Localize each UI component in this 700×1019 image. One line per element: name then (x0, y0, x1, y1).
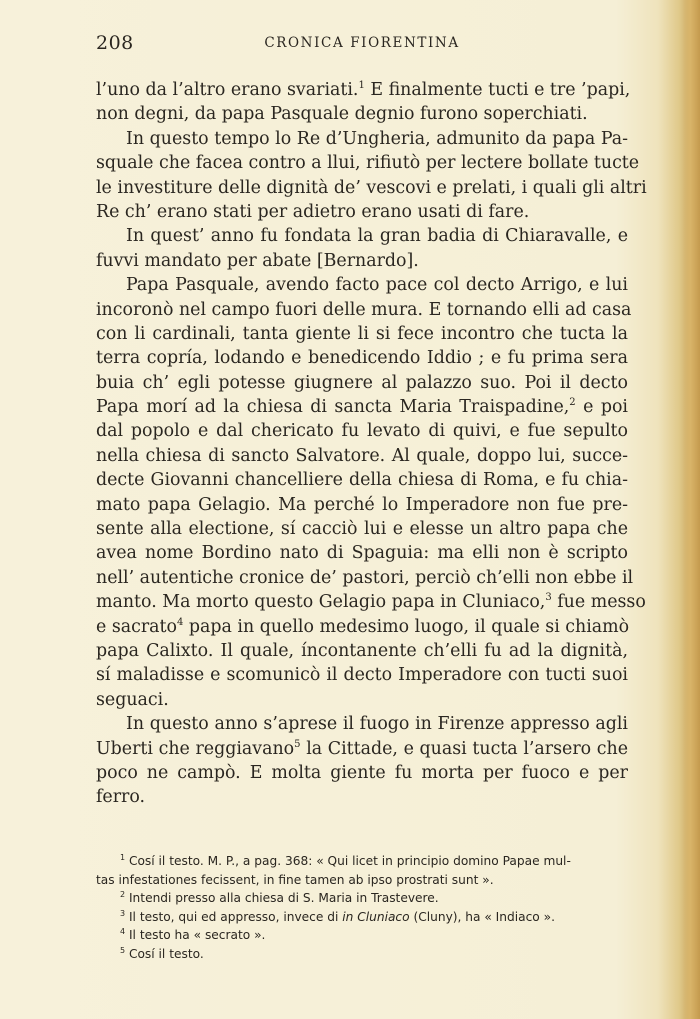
text-line (96, 493, 628, 517)
text-run: E finalmente tucti e tre ’papi, (364, 80, 631, 100)
text-line (96, 395, 628, 419)
footnote-text: Il testo ha « secrato ». (125, 928, 266, 943)
text-run: Uberti che reggiavano (96, 738, 295, 759)
text-line (96, 761, 628, 785)
text-run: incoronò nel campo fuori delle mura. E tornando elli ad casa (96, 299, 632, 320)
text-line (96, 224, 628, 248)
text-run: poco ne campò. E molta giente fu morta per fuoco e per (96, 762, 628, 783)
footnote-line (96, 852, 628, 871)
text-run: manto. Ma morto questo Gelagio papa in Cluniaco, (96, 592, 546, 613)
footnote-line (96, 871, 628, 890)
footnote-number: 5 (120, 945, 126, 955)
text-line (96, 371, 628, 395)
text-run: dal popolo e dal chericato fu levato di quivi, e fue sepulto (96, 421, 628, 442)
text-line (96, 322, 628, 346)
text-run: buia ch’ egli potesse giugnere al palazzo suo. Poi il decto (96, 372, 628, 393)
text-run: decte Giovanni chancelliere della chiesa di Roma, e fu chia- (96, 470, 628, 491)
text-run: Papa morí ad la chiesa di sancta Maria Traispadine, (96, 397, 570, 418)
footnote-text: Cosí il testo. M. P., a pag. 368: « Qui licet in principio domino Papae mul- (125, 854, 571, 868)
text-line (96, 273, 628, 297)
text-run: e sacrato (96, 616, 177, 637)
text-line (96, 176, 647, 200)
text-line (96, 517, 628, 541)
text-line (96, 102, 628, 126)
footnote-number: 2 (120, 890, 126, 900)
text-run: In questo tempo lo Re d’Ungheria, admunito da papa Pa- (126, 128, 628, 149)
footnote-text: tas infestationes fecissent, in fine tamen ab ipso prostrati sunt ». (96, 872, 494, 887)
text-run: sente alla electione, sí cacciò lui e elesse un altro papa che (96, 519, 628, 540)
text-run: In questo anno s’aprese il fuogo in Firenze appresso agli (126, 714, 628, 735)
text-run: non degni, da papa Pasquale degnio furono soperchiati. (96, 104, 588, 125)
footnote-line (96, 889, 628, 908)
text-line (96, 78, 631, 102)
text-line (96, 127, 628, 151)
footnote-text: (Cluny), ha « Indiaco ». (409, 909, 555, 924)
text-run: papa in quello medesimo luogo, il quale si chiamò (183, 616, 630, 637)
text-line (96, 541, 628, 565)
text-run: seguaci. (96, 689, 169, 710)
text-run: e poi (575, 397, 628, 418)
text-run: nell’ autentiche cronice de’ pastori, perciò ch’elli non ebbe il (96, 567, 634, 588)
running-head: CRONICA FIORENTINA (264, 35, 460, 51)
text-run: le investiture delle dignità de’ vescovi e prelati, i quali gli altri (96, 177, 647, 198)
text-run: Re ch’ erano stati per adietro erano usati di fare. (96, 201, 530, 222)
text-run: fuvvi mandato per abate [Bernardo]. (96, 250, 419, 271)
text-line (96, 615, 628, 639)
text-line (96, 200, 628, 224)
text-line (96, 737, 628, 761)
text-run: sí maladisse e scomunicò il decto Imperadore con tucti suoi (96, 665, 628, 686)
text-run: squale che facea contro a llui, rifiutò per lectere bollate tucte (96, 153, 640, 174)
footnote-text: Intendi presso alla chiesa di S. Maria in Trastevere. (125, 891, 439, 906)
footnote-italic: in Cluniaco (342, 909, 410, 924)
text-line (96, 712, 628, 736)
footnote-ref: 2 (569, 397, 576, 409)
page-edge (682, 0, 700, 1019)
text-line (96, 151, 640, 175)
footnote-line (96, 945, 628, 964)
text-run: l’uno da l’altro erano svariati. (96, 80, 359, 100)
text-run: In quest’ anno fu fondata la gran badia di Chiaravalle, e (126, 226, 628, 247)
body-text (96, 78, 647, 810)
text-run: con li cardinali, tanta giente li si fece incontro che tucta la (96, 323, 628, 344)
text-line (96, 249, 628, 273)
footnote-number: 3 (120, 908, 126, 918)
footnote-line (96, 926, 628, 945)
text-line (96, 444, 628, 468)
footnote-ref: 3 (545, 592, 552, 604)
footnote-text: Il testo, qui ed appresso, invece di (125, 909, 343, 924)
footnote-text: Cosí il testo. (125, 946, 204, 961)
text-line (96, 639, 628, 663)
text-run: Papa Pasquale, avendo facto pace col decto Arrigo, e lui (126, 275, 628, 296)
page-header (96, 30, 628, 58)
text-line (96, 468, 628, 492)
text-run: papa Calixto. Il quale, íncontanente ch’elli fu ad la dignità, (96, 640, 628, 661)
text-run: fue messo (551, 592, 646, 613)
text-run: la Cittade, e quasi tucta l’arsero che (300, 738, 628, 759)
footnote-number: 4 (120, 927, 126, 937)
page-number: 208 (96, 32, 134, 54)
footnote-ref: 4 (177, 616, 184, 628)
text-line (96, 298, 632, 322)
text-line (96, 419, 628, 443)
text-line (96, 785, 628, 809)
footnotes (96, 852, 628, 964)
text-run: nella chiesa di sancto Salvatore. Al quale, doppo lui, succe- (96, 445, 628, 466)
text-run: mato papa Gelagio. Ma perché lo Imperadore non fue pre- (96, 494, 628, 515)
footnote-ref: 5 (294, 738, 301, 750)
text-line (96, 688, 628, 712)
text-line (96, 663, 628, 687)
footnote-line (96, 908, 628, 927)
footnote-ref: 1 (358, 80, 365, 92)
footnote-number: 1 (120, 852, 126, 862)
text-run: avea nome Bordino nato di Spaguia: ma elli non è scripto (96, 543, 628, 564)
text-line (96, 566, 634, 590)
text-run: ferro. (96, 787, 146, 808)
text-run: terra copría, lodando e benedicendo Iddio ; e fu prima sera (96, 348, 628, 369)
text-line (96, 590, 646, 614)
text-line (96, 346, 628, 370)
